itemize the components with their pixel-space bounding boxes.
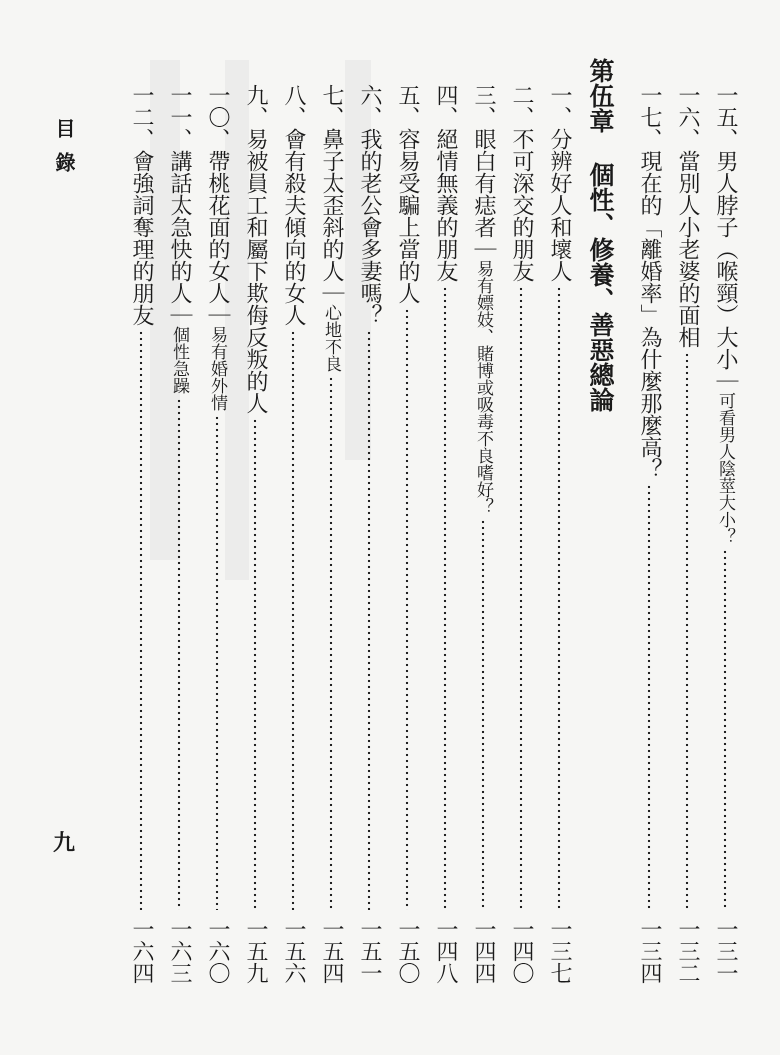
toc-entry[interactable] (236, 84, 274, 984)
toc-entry[interactable] (388, 84, 426, 984)
leader-dots (464, 519, 502, 910)
leader-dots (312, 376, 350, 910)
entry-page: 一六三 (167, 918, 192, 984)
entry-page: 一三七 (547, 918, 572, 984)
chapter-heading: 第伍章 個性、修養、善惡總論 (586, 58, 615, 412)
entry-page: 一四四 (471, 918, 496, 984)
entry-title: 一二、會強詞奪理的朋友 (129, 84, 154, 326)
toc-entry[interactable] (122, 84, 160, 984)
entry-page: 一五九 (243, 918, 268, 984)
leader-dots (502, 286, 540, 910)
entry-title: 八、會有殺夫傾向的女人 (281, 84, 306, 326)
entry-page: 一六四 (129, 918, 154, 984)
leader-dots (236, 418, 274, 910)
leader-dots (668, 352, 706, 910)
leader-dots (198, 415, 236, 910)
entry-page: 一六〇 (205, 918, 230, 984)
toc-entry[interactable] (630, 84, 668, 984)
entry-page: 一四〇 (509, 918, 534, 984)
entry-title: 六、我的老公會多妻嗎？ (357, 84, 382, 326)
entry-title: 四、絕情無義的朋友 (433, 84, 458, 282)
entry-title: 一一、講話太急快的人｜ (167, 84, 192, 326)
page-number: 九 (52, 831, 75, 856)
leader-dots (426, 286, 464, 910)
entry-title: 一、分辨好人和壞人 (547, 84, 572, 282)
entry-subtitle: 易有婚外情 (207, 326, 227, 411)
toc-entry[interactable] (350, 84, 388, 984)
entry-page: 一五一 (357, 918, 382, 984)
entry-title: 一七、現在的﹁離婚率﹂為什麼那麼高？ (637, 84, 662, 480)
entry-page: 一三二 (675, 918, 700, 984)
toc-entry[interactable] (502, 84, 540, 984)
toc-entry[interactable] (198, 84, 236, 984)
entry-title: 五、容易受騙上當的人 (395, 84, 420, 304)
leader-dots (160, 398, 198, 910)
entry-title: 一五、男人脖子︵喉頸︶大小｜ (713, 84, 738, 392)
leader-dots (540, 286, 578, 910)
toc-entry[interactable] (464, 84, 502, 984)
entry-title: 二、不可深交的朋友 (509, 84, 534, 282)
entry-page: 一五六 (281, 918, 306, 984)
toc-entry[interactable] (540, 84, 578, 984)
toc-entry[interactable] (426, 84, 464, 984)
entry-subtitle: 易有嫖妓、賭博或吸毒不良嗜好？ (473, 260, 493, 515)
entry-title: 三、眼白有痣者｜ (471, 84, 496, 260)
entry-subtitle: 個性急躁 (169, 326, 189, 394)
toc-entry[interactable] (160, 84, 198, 984)
toc-entry[interactable] (274, 84, 312, 984)
entry-title: 七、鼻子太歪斜的人｜ (319, 84, 344, 304)
leader-dots (350, 330, 388, 910)
entry-title: 九、易被員工和屬下欺侮反叛的人 (243, 84, 268, 414)
entry-subtitle: 心地不良 (321, 304, 341, 372)
entry-title: 一六、當別人小老婆的面相 (675, 84, 700, 348)
entry-page: 一四八 (433, 918, 458, 984)
entry-page: 一五〇 (395, 918, 420, 984)
entry-page: 一三一 (713, 918, 738, 984)
entry-title: 一〇、帶桃花面的女人｜ (205, 84, 230, 326)
running-head: 目錄 (52, 118, 76, 186)
entry-subtitle: 可看男人陰莖大小？ (715, 392, 735, 545)
toc-entry[interactable] (706, 84, 744, 984)
leader-dots (122, 330, 160, 910)
leader-dots (630, 484, 668, 910)
leader-dots (388, 308, 426, 910)
entry-page: 一五四 (319, 918, 344, 984)
entry-page: 一三四 (637, 918, 662, 984)
toc-entry[interactable] (668, 84, 706, 984)
toc-entry[interactable] (312, 84, 350, 984)
leader-dots (706, 549, 744, 910)
leader-dots (274, 330, 312, 910)
